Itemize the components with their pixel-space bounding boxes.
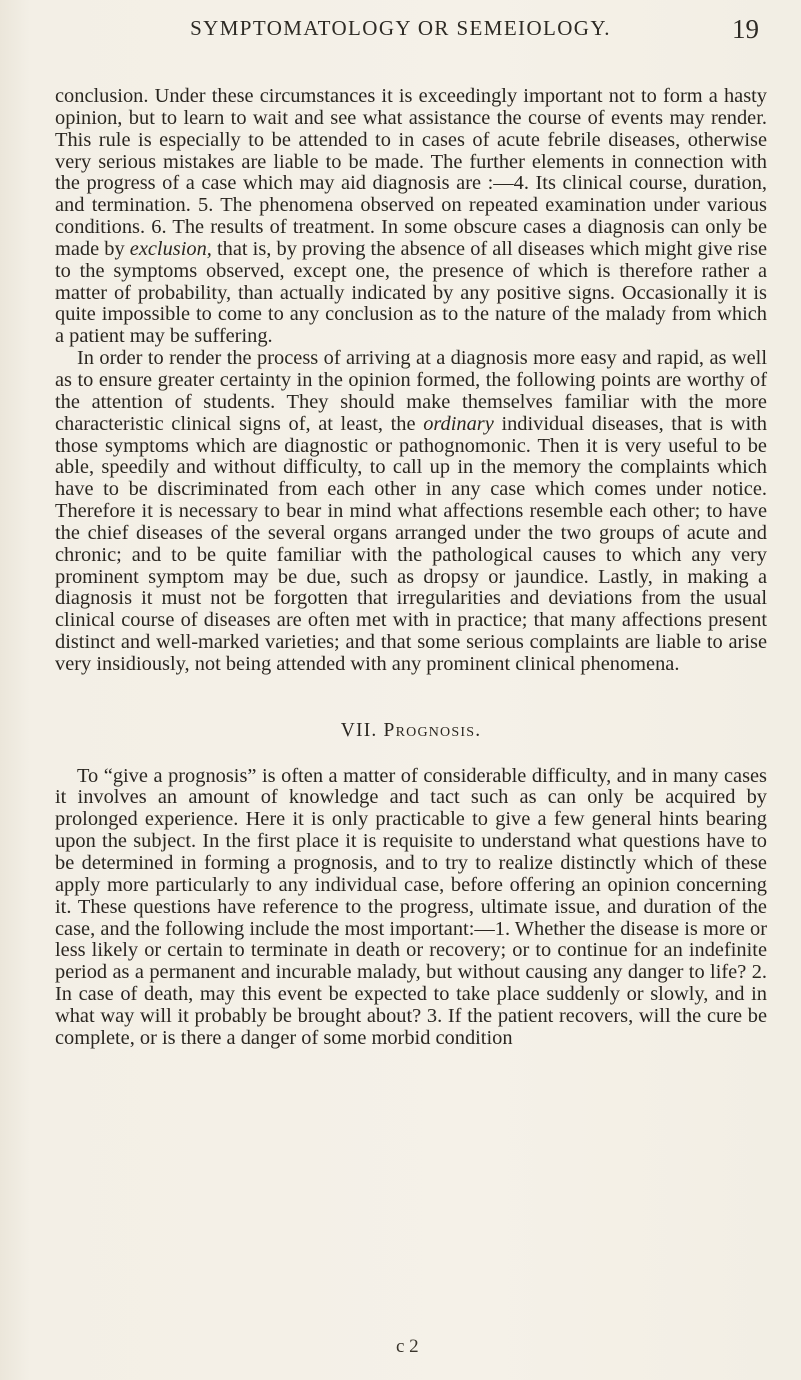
running-head: SYMPTOMATOLOGY OR SEMEIOLOGY. — [190, 16, 611, 40]
emphasis-exclusion: exclusion, — [129, 237, 212, 260]
body-text — [55, 86, 767, 1050]
signature-mark: c 2 — [396, 1336, 419, 1357]
paragraph-diagnosis-advice — [55, 348, 767, 676]
page-number: 19 — [732, 14, 759, 44]
section-numeral: VII. — [340, 719, 378, 741]
paragraph-text: conclusion. Under these circumstances it is exceedingly important not to form a hasty opinion, but to learn to wait and see what assistance the course of events may render. This rule is especially to be attended to in cases of acute febrile diseases, otherwise very serious mistakes are liable to be made. The further elements in connection with the progress of a case which may aid diagnosis are :—4. Its clinical course, duration, and termination. 5. The phenomena observed on repeated examination under various conditions. 6. The results of treatment. In some obscure cases a diagnosis can only be made by — [55, 85, 767, 260]
emphasis-ordinary: ordinary — [423, 412, 494, 435]
section-title: Prognosis. — [383, 719, 482, 741]
paragraph-text: individual diseases, that is with those symptoms which are diagnostic or pathognomonic. Then it is very useful to be able, speedily and without difficulty, to call up in the memory the complaints which have to be discriminated from each other in any case which comes under notice. Therefore it is necessary to bear in mind what affections resemble each other; to have the chief diseases of the several organs arranged under the two groups of acute and chronic; and to be quite familiar with the pathological causes to which any very prominent symptom may be due, such as dropsy or jaundice. Lastly, in making a diagnosis it must not be forgotten that irregularities and deviations from the usual clinical course of diseases are often met with in practice; that many affections present distinct and well-marked varieties; and that some serious complaints are liable to arise very insidiously, not being attended with any prominent clinical phenomena. — [55, 412, 767, 675]
page-header — [0, 6, 801, 46]
paragraph-text: In order to render the process of arriving at a diagnosis more easy and rapid, as well as to ensure greater certainty in the opinion formed, the following points are worthy of the attention of students. They should make themselves familiar with the more characteristic clinical signs of, at least, the — [55, 347, 767, 435]
paragraph-prognosis — [55, 766, 767, 1050]
section-heading — [55, 720, 767, 742]
paragraph-text: To “give a prognosis” is often a matter of considerable difficulty, and in many cases it involves an amount of knowledge and tact such as can only be acquired by prolonged experience. Here it is only practicable to give a few general hints bearing upon the subject. In the first place it is requisite to understand what questions have to be determined in forming a prognosis, and to try to realize distinctly which of these apply more particularly to any individual case, before offering an opinion concerning it. These questions have reference to the progress, ultimate issue, and duration of the case, and the following include the most important:—1. Whether the disease is more or less likely or certain to terminate in death or recovery; or to continue for an indefinite period as a permanent and incurable malady, but without causing any danger to life? 2. In case of death, may this event be expected to take place suddenly or slowly, and in what way will it probably be brought about? 3. If the patient recovers, will the cure be complete, or is there a danger of some morbid condition — [55, 764, 767, 1049]
paragraph-text: that is, by proving the absence of all diseases which might give rise to the symptoms observed, except one, the presence of which is therefore rather a matter of probability, than actually indicated by any positive signs. Occasionally it is quite impossible to come to any conclusion as to the nature of the malady from which a patient may be suffering. — [55, 237, 768, 348]
paragraph-continuation — [55, 86, 767, 348]
